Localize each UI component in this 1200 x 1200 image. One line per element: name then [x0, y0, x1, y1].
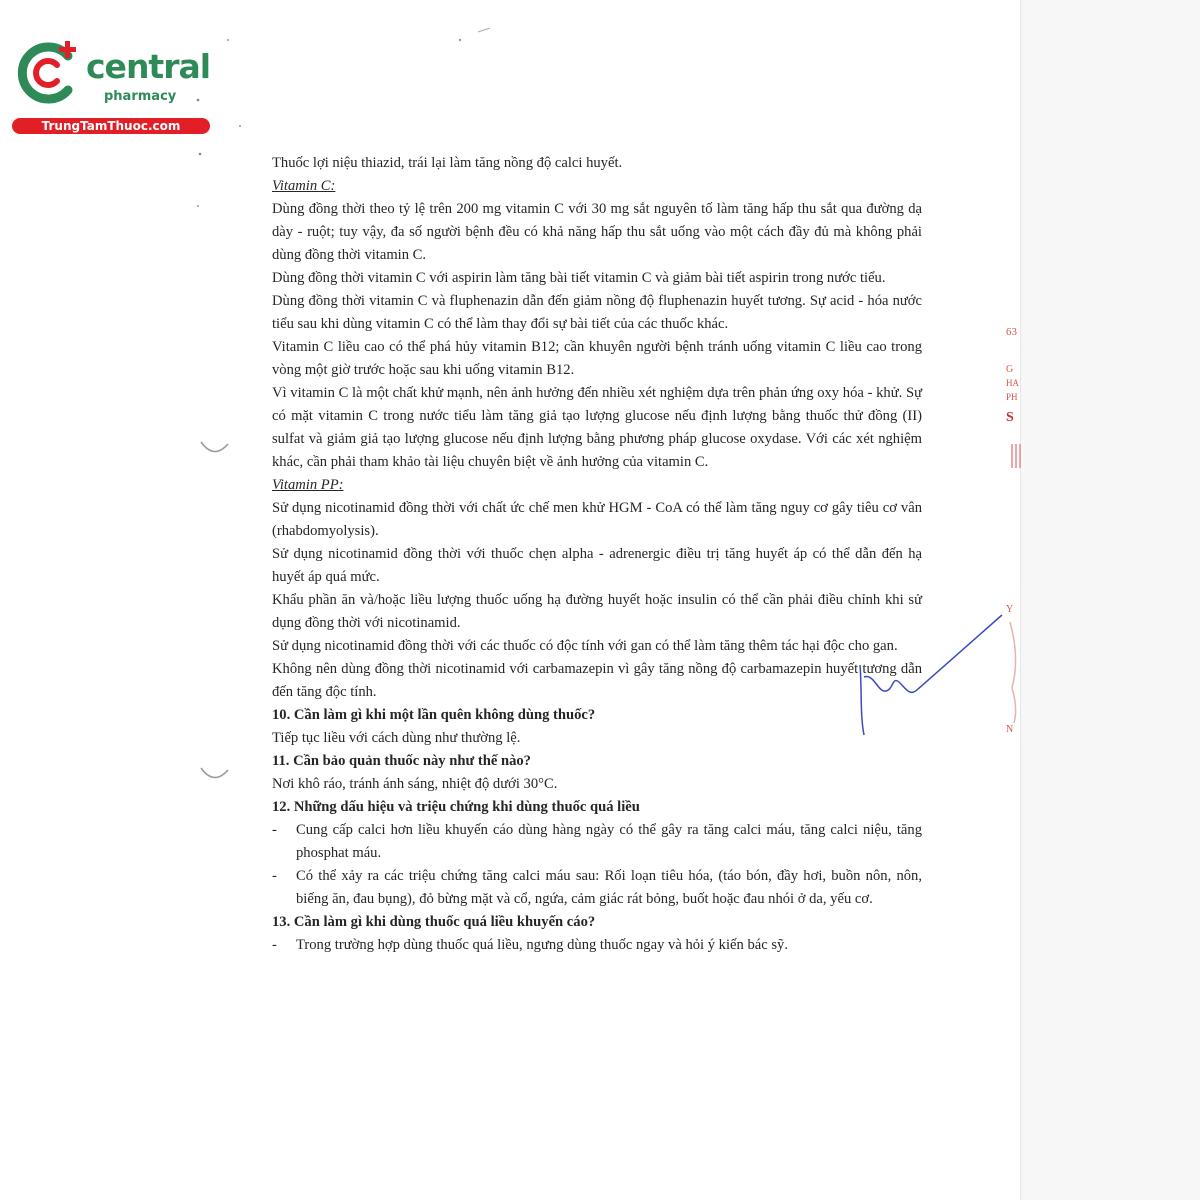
- vitamin-pp-paragraph: Sử dụng nicotinamid đồng thời với thuốc chẹn alpha - adrenergic điều trị tăng huyết áp có thể dẫn đến hạ huyết áp quá mức.: [272, 546, 922, 585]
- stamp-fragment: Y: [1006, 604, 1014, 615]
- vitamin-c-heading: Vitamin C:: [272, 178, 336, 194]
- stamp-mark-icon: [1010, 440, 1024, 470]
- vitamin-pp-heading: Vitamin PP:: [272, 477, 344, 493]
- vitamin-c-paragraph: Dùng đồng thời vitamin C và fluphenazin dẫn đến giảm nồng độ fluphenazin huyết tương. Sự acid - hóa nước tiểu sau khi dùng vitamin C có thể làm thay đổi sự bài tiết của các thuốc khác.: [272, 293, 922, 332]
- vitamin-pp-paragraph: Sử dụng nicotinamid đồng thời với chất ức chế men khử HGM - CoA có thể làm tăng nguy cơ gây tiêu cơ vân (rhabdomyolysis).: [272, 500, 922, 539]
- punch-hole-icon: [198, 438, 232, 460]
- bullet-marker: -: [272, 868, 277, 884]
- vitamin-pp-paragraph: Khẩu phần ăn và/hoặc liều lượng thuốc uống hạ đường huyết hoặc insulin có thể cần phải điều chỉnh khi sử dụng đồng thời với nicotinamid.: [272, 592, 922, 631]
- section-11-heading: 11. Cần bảo quản thuốc này như thế nào?: [272, 753, 531, 769]
- stamp-fragment: S: [1006, 410, 1014, 425]
- vitamin-c-paragraph: Vitamin C liều cao có thể phá hủy vitamin B12; cần khuyên người bệnh tránh uống vitamin C liều cao trong vòng một giờ trước hoặc sau khi uống vitamin B12.: [272, 339, 922, 378]
- bullet-marker: -: [272, 937, 277, 953]
- document-body: [272, 152, 922, 957]
- stamp-fragment: HA: [1006, 378, 1019, 388]
- section-11-text: Nơi khô ráo, tránh ánh sáng, nhiệt độ dưới 30°C.: [272, 776, 558, 792]
- logo-brand-subtitle: pharmacy: [104, 89, 177, 104]
- section-10-text: Tiếp tục liều với cách dùng như thường lệ.: [272, 730, 521, 746]
- bullet-text: Trong trường hợp dùng thuốc quá liều, ngưng dùng thuốc ngay và hỏi ý kiến bác sỹ.: [296, 937, 788, 953]
- punch-hole-icon: [198, 764, 232, 786]
- vitamin-pp-paragraph: Sử dụng nicotinamid đồng thời với các thuốc có độc tính với gan có thể làm tăng thêm tác hại độc cho gan.: [272, 638, 898, 654]
- section-12-heading: 12. Những dấu hiệu và triệu chứng khi dùng thuốc quá liều: [272, 799, 640, 815]
- stamp-fragment: PH: [1006, 392, 1018, 402]
- section-12-bullet: [272, 819, 922, 865]
- section-13-bullet: [272, 934, 922, 957]
- logo-brand-name: central: [86, 47, 211, 86]
- vitamin-pp-paragraph: Không nên dùng đồng thời nicotinamid với carbamazepin vì gây tăng nồng độ carbamazepin huyết tương dẫn đến tăng độc tính.: [272, 661, 922, 700]
- stamp-fragment: N: [1006, 724, 1014, 735]
- stamp-fragment: G: [1006, 364, 1014, 375]
- intro-text: Thuốc lợi niệu thiazid, trái lại làm tăng nồng độ calci huyết.: [272, 155, 623, 171]
- section-13-heading: 13. Cần làm gì khi dùng thuốc quá liều khuyến cáo?: [272, 914, 596, 930]
- stamp-mark-icon: [1008, 618, 1024, 728]
- bullet-text: Có thể xảy ra các triệu chứng tăng calci máu sau: Rối loạn tiêu hóa, (táo bón, đầy hơi, buồn nôn, nôn, biếng ăn, đau bụng), đỏ bừng mặt và cổ, ngứa, cảm giác rát bỏng, buốt hoặc đau nhói ở da, yếu cơ.: [296, 868, 922, 907]
- bullet-marker: -: [272, 822, 277, 838]
- section-12-bullet: [272, 865, 922, 911]
- vitamin-c-paragraph: Dùng đồng thời theo tỷ lệ trên 200 mg vitamin C với 30 mg sắt nguyên tố làm tăng hấp thu sắt qua đường dạ dày - ruột; tuy vậy, đa số người bệnh đều có khả năng hấp thu sắt uống vào một cách đầy đủ mà không phải dùng đồng thời vitamin C.: [272, 201, 922, 263]
- vitamin-c-paragraph: Vì vitamin C là một chất khử mạnh, nên ảnh hưởng đến nhiều xét nghiệm dựa trên phản ứng oxy hóa - khử. Sự có mặt vitamin C trong nước tiểu làm tăng giả tạo lượng glucose nếu định lượng bằng thuốc thử đồng (II) sulfat và giảm giả tạo lượng glucose nếu định lượng bằng phương pháp glucose oxydase. Với các xét nghiệm khác, cần phải tham khảo tài liệu chuyên biệt về ảnh hưởng của vitamin C.: [272, 385, 922, 470]
- vitamin-c-paragraph: Dùng đồng thời vitamin C với aspirin làm tăng bài tiết vitamin C và giảm bài tiết aspirin trong nước tiểu.: [272, 270, 886, 286]
- signature-icon: [852, 605, 1012, 740]
- bullet-text: Cung cấp calci hơn liều khuyến cáo dùng hàng ngày có thể gây ra tăng calci máu, tăng calci niệu, tăng phosphat máu.: [296, 822, 922, 861]
- stamp-fragment: 63: [1006, 326, 1017, 338]
- adjacent-page-edge: [1020, 0, 1200, 1200]
- section-10-heading: 10. Cần làm gì khi một lần quên không dùng thuốc?: [272, 707, 596, 723]
- logo-site-url: TrungTamThuoc.com: [12, 118, 210, 134]
